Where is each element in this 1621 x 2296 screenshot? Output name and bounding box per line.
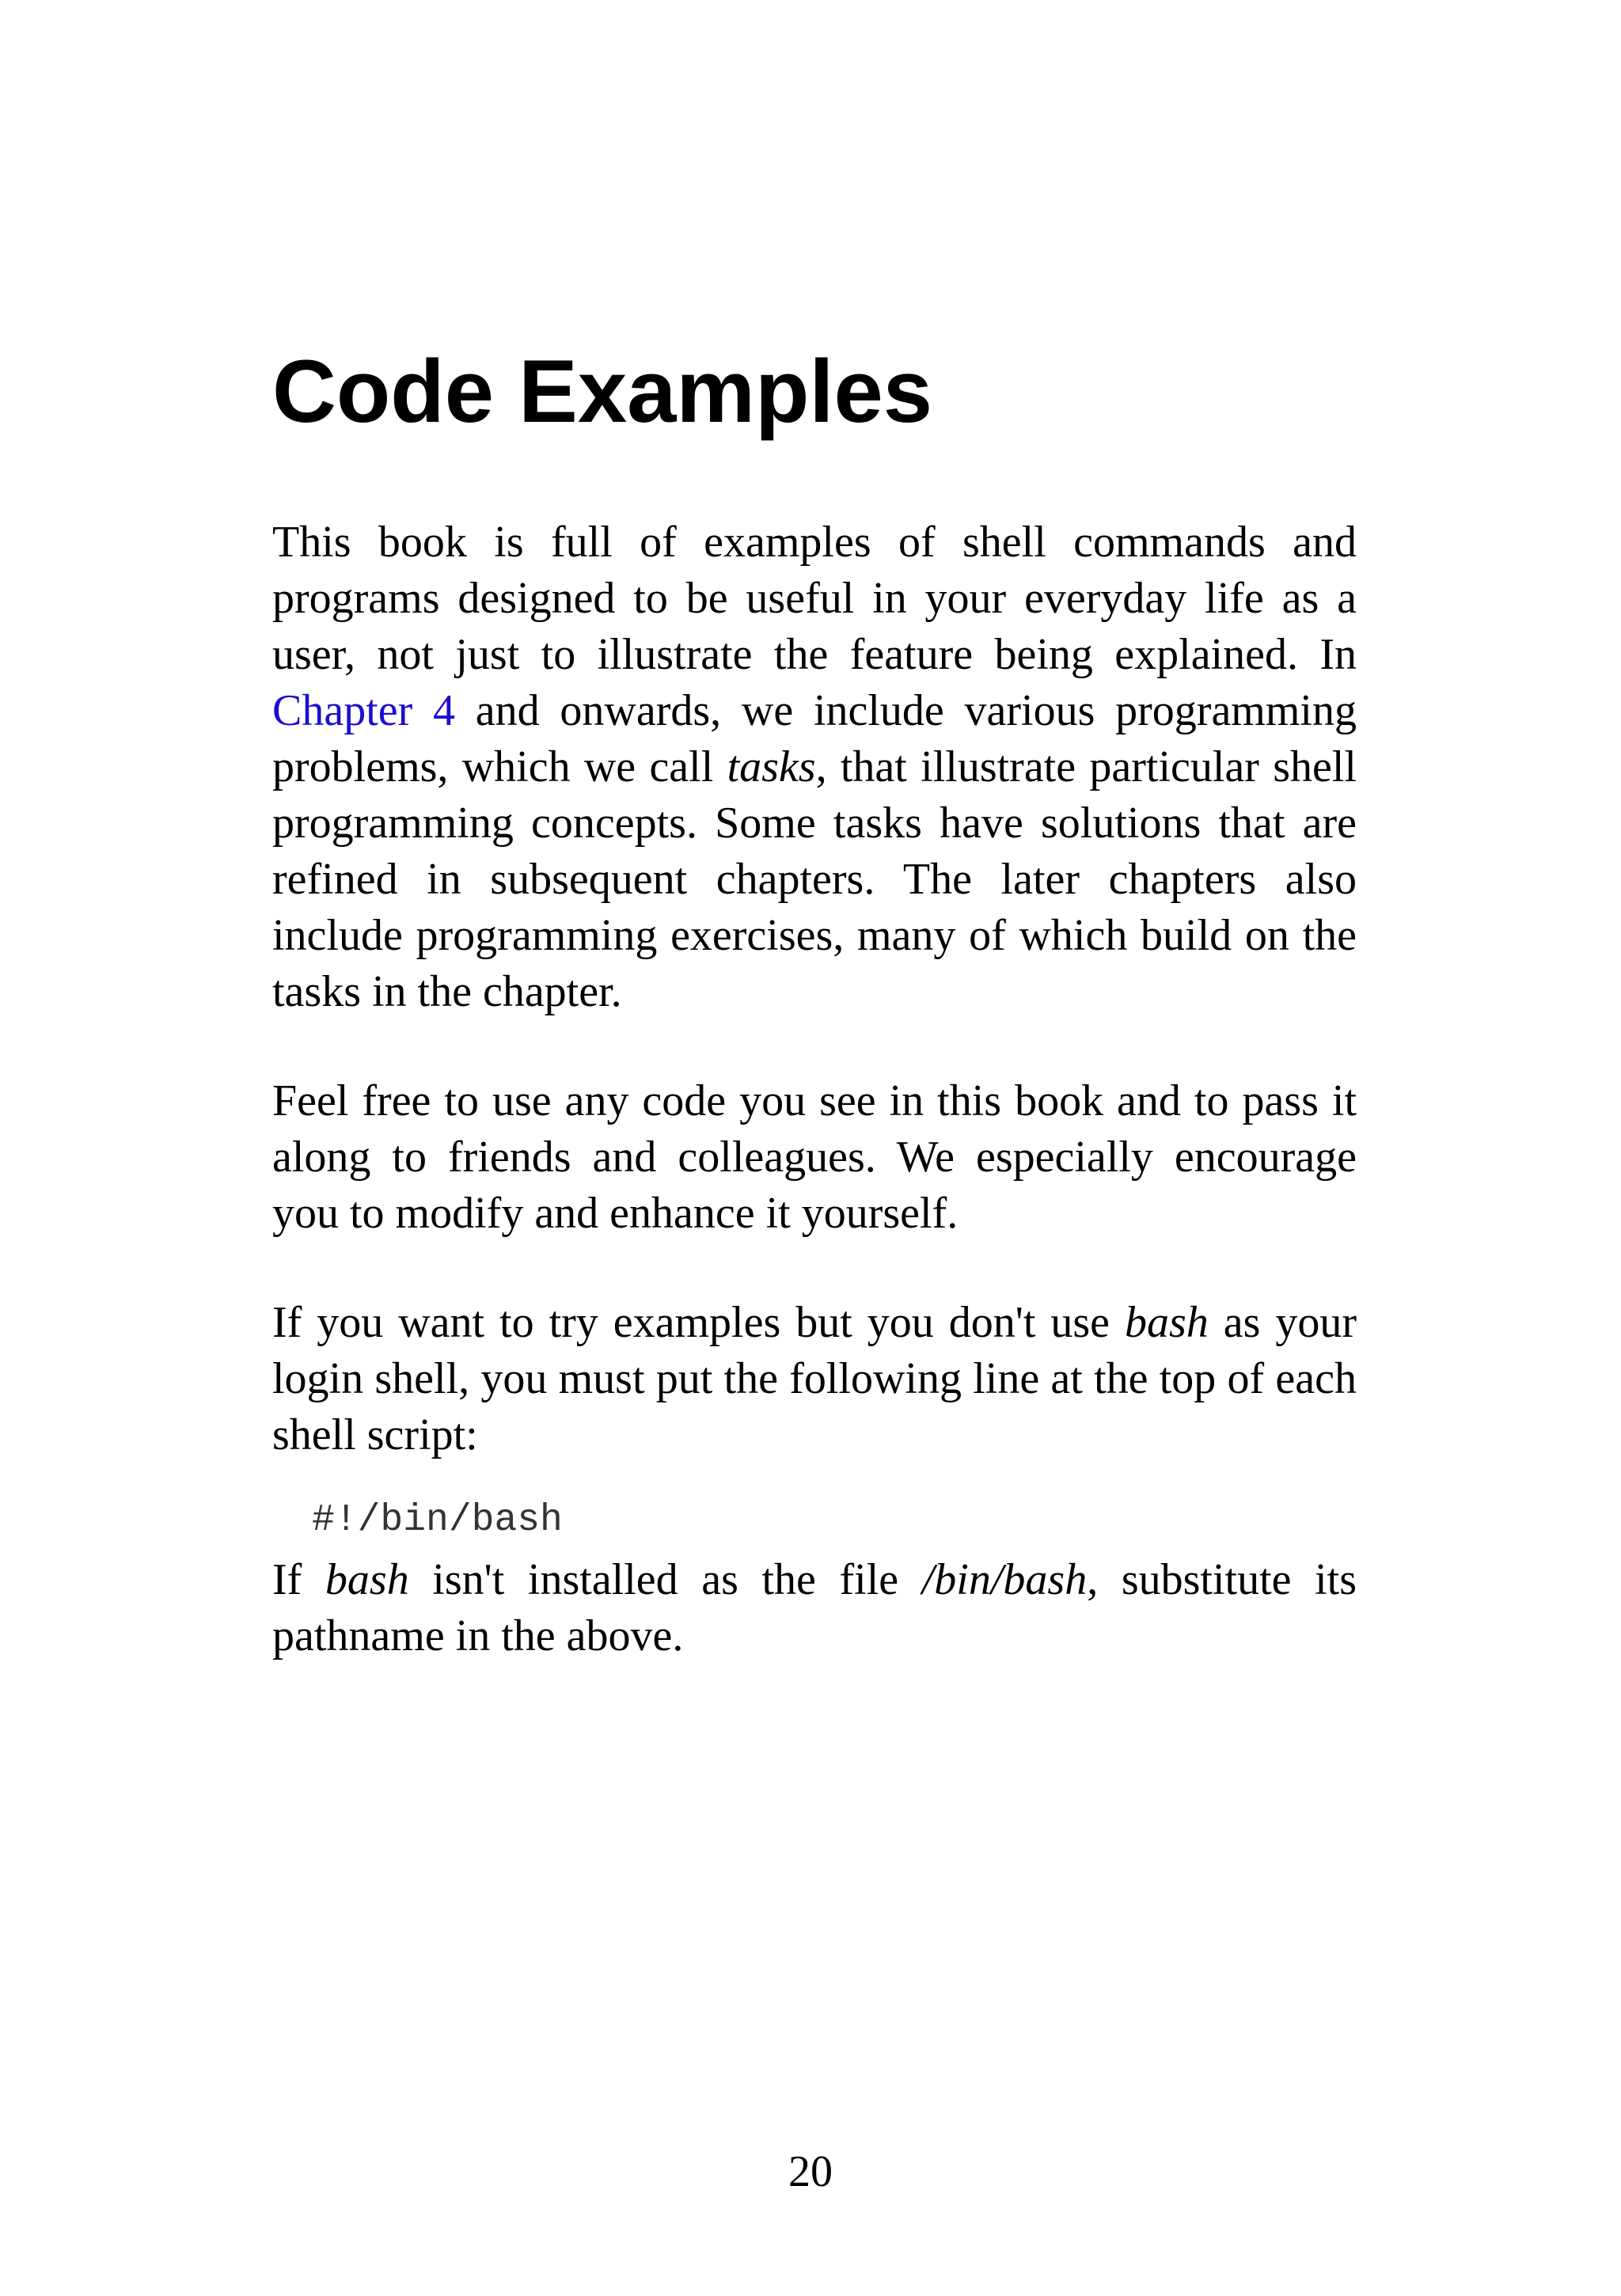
emphasis-bash: bash [1124, 1298, 1209, 1347]
text-span: This book is full of examples of shell commands and programs designed to be useful in your everyday life as a user, not just to illustrate the feature being explained. In [272, 518, 1357, 679]
shell-paragraph [272, 1295, 1357, 1463]
emphasis-path: /bin/bash [921, 1555, 1088, 1604]
text-span: If you want to try examples but you don't use [272, 1298, 1125, 1347]
usage-paragraph: Feel free to use any code you see in this book and to pass it along to friends and colleagues. We especially encourage you to modify and enhance it yourself. [272, 1076, 1357, 1238]
text-span: as your login shell, you must put the following line at the top of each shell script: [272, 1298, 1357, 1459]
intro-paragraph [272, 514, 1357, 1020]
page-number: 20 [788, 2147, 833, 2196]
chapter-4-link[interactable]: Chapter 4 [272, 686, 456, 735]
text-span: and onwards, we include various programming problems, which we call [272, 686, 1357, 791]
text-span: isn't installed as the file [408, 1555, 922, 1604]
text-span: , that illustrate particular shell programming concepts. Some tasks have solutions that are refined in subsequent chapters. The later chapters also include programming exercises, many of which build on the tasks in the chapter. [272, 742, 1357, 1016]
emphasis-bash: bash [325, 1555, 409, 1604]
text-span: , substitute its pathname in the above. [272, 1555, 1357, 1660]
code-snippet: #!/bin/bash [312, 1499, 563, 1542]
page-content [272, 340, 1357, 1664]
pathname-paragraph [272, 1552, 1357, 1664]
text-span: If [272, 1555, 325, 1604]
emphasis-tasks: tasks [727, 742, 816, 791]
page-title: Code Examples [272, 342, 933, 441]
